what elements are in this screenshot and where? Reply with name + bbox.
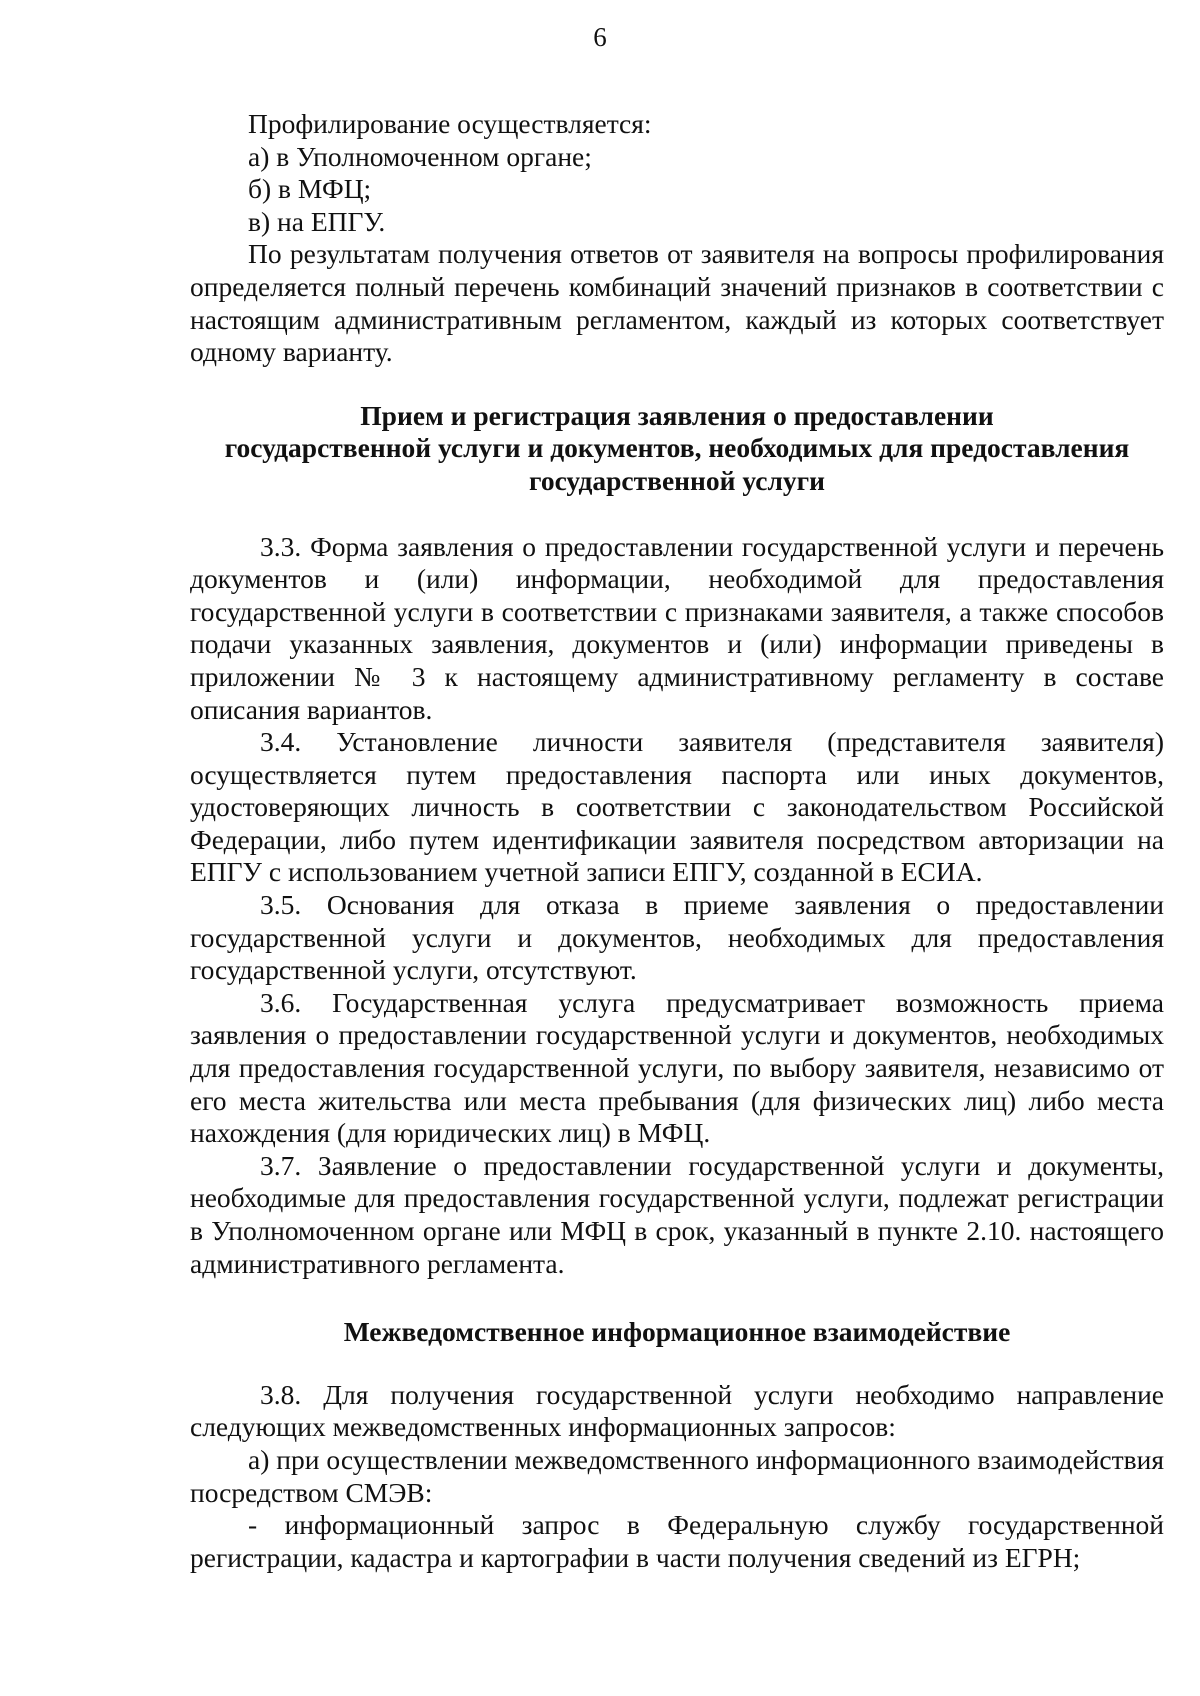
paragraph-3-4: 3.4. Установление личности заявителя (представителя заявителя) осуществляется путем предоставления паспорта или иных документов, удостоверяющих личность в соответствии с законодательством Российской Федерации, либо путем идентификации заявителя посредством авторизации на ЕПГУ с использованием учетной записи ЕПГУ, созданной в ЕСИА. (190, 726, 1164, 888)
profiling-result-paragraph: По результатам получения ответов от заявителя на вопросы профилирования определяется полный перечень комбинаций значений признаков в соответствии с настоящим административным регламентом, каждый из которых соответствует одному варианту. (190, 238, 1164, 368)
profiling-intro: Профилирование осуществляется: (248, 108, 652, 139)
section-heading-line: Прием и регистрация заявления о предоставлении (360, 399, 994, 431)
paragraph-3-3: 3.3. Форма заявления о предоставлении государственной услуги и перечень документов и (или) информации, необходимой для предоставления государственной услуги в соответствии с признаками заявителя, а также способов подачи указанных заявления, документов и (или) информации приведены в приложении № 3 к настоящему административному регламенту в составе описания вариантов. (190, 530, 1164, 725)
profiling-item-c: в) на ЕПГУ. (248, 205, 386, 237)
paragraph-3-8-item-a: а) при осуществлении межведомственного информационного взаимодействия посредством СМЭВ: (190, 1443, 1164, 1508)
page-number: 6 (593, 22, 607, 52)
paragraph-3-5: 3.5. Основания для отказа в приеме заявления о предоставлении государственной услуги и документов, необходимых для предоставления государственной услуги, отсутствуют. (190, 889, 1164, 986)
section-heading-line: государственной услуги (529, 464, 825, 496)
section-heading-interagency: Межведомственное информационное взаимодействие (343, 1316, 1011, 1348)
section-heading-line: государственной услуги и документов, необходимых для предоставления (224, 432, 1130, 464)
section-heading-reception (190, 400, 1164, 498)
paragraph-3-7: 3.7. Заявление о предоставлении государственной услуги и документы, необходимые для предоставления государственной услуги, подлежат регистрации в Уполномоченном органе или МФЦ в срок, указанный в пункте 2.10. настоящего административного регламента. (190, 1149, 1164, 1279)
paragraph-3-8-bullet: - информационный запрос в Федеральную службу государственной регистрации, кадастра и картографии в части получения сведений из ЕГРН; (190, 1509, 1164, 1573)
profiling-item-b: б) в МФЦ; (248, 173, 372, 205)
paragraph-3-6: 3.6. Государственная услуга предусматривает возможность приема заявления о предоставлении государственной услуги и документов, необходимых для предоставления государственной услуги, по выбору заявителя, независимо от его места жительства или места пребывания (для физических лиц) либо места нахождения (для юридических лиц) в МФЦ. (190, 986, 1164, 1149)
paragraph-3-8: 3.8. Для получения государственной услуги необходимо направление следующих межведомственных информационных запросов: (190, 1378, 1164, 1443)
profiling-item-a: а) в Уполномоченном органе; (248, 140, 592, 172)
document-body (190, 108, 1164, 1574)
